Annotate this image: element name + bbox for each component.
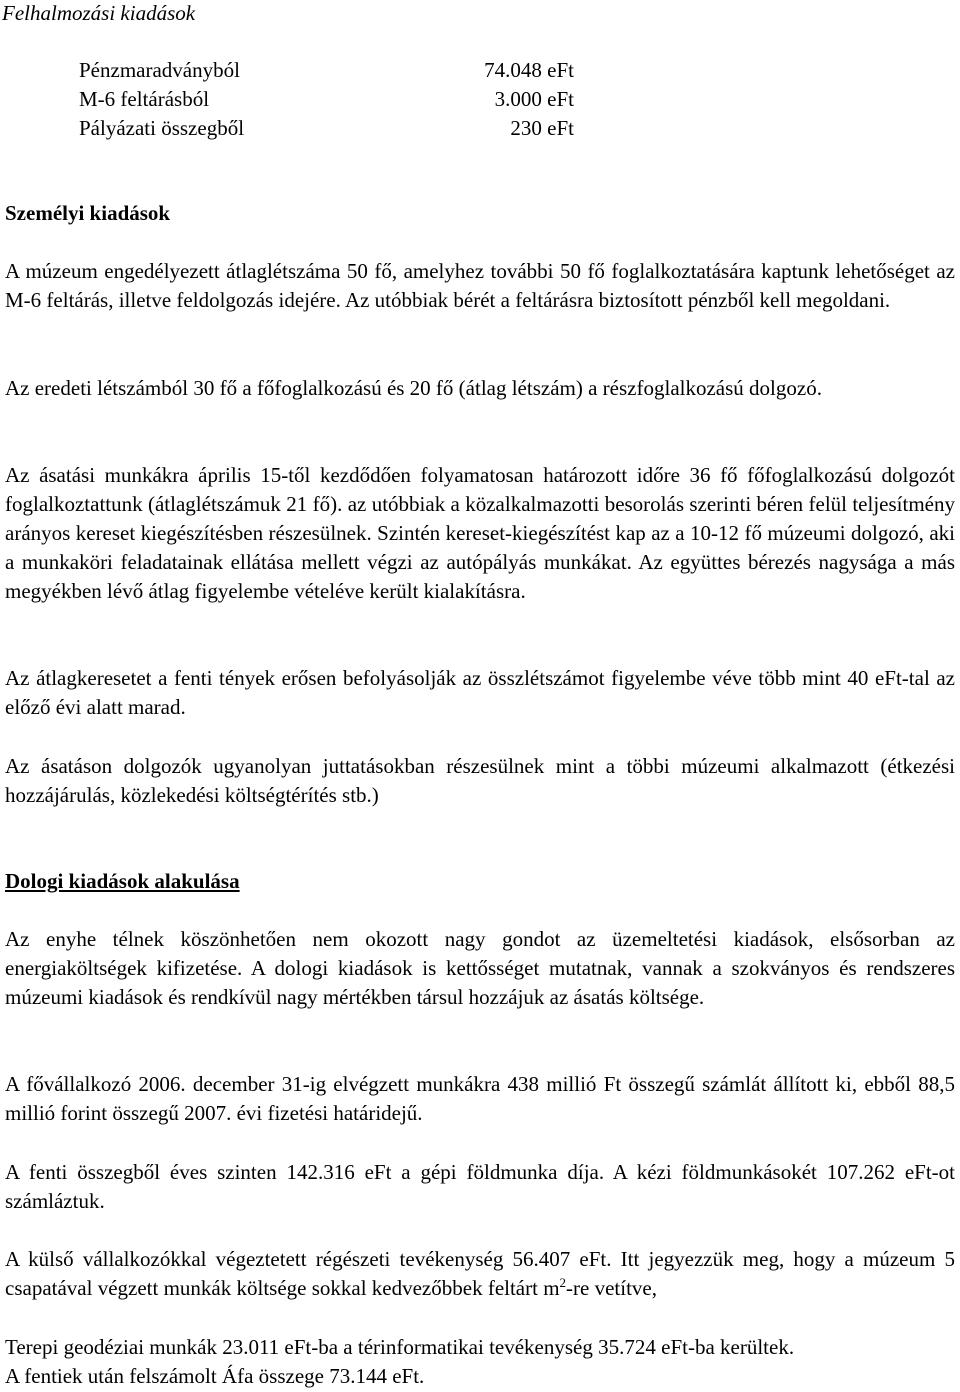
paragraph-earthwork-costs: A fenti összegből éves szinten 142.316 eFt a gépi földmunka díja. A kézi földmunkásokét 107.262 eFt-ot számláztuk. xyxy=(5,1160,955,1213)
funding-row xyxy=(79,56,574,85)
paragraph-external-contractors xyxy=(5,1245,955,1303)
funding-amount: 3.000 eFt xyxy=(494,87,574,111)
funding-amount: 74.048 eFt xyxy=(484,58,574,82)
paragraph-benefits: Az ásatáson dolgozók ugyanolyan juttatásokban részesülnek mint a többi múzeumi alkalmazott (étkezési hozzájárulás, közlekedési költségtérítés stb.) xyxy=(5,754,955,807)
paragraph-main-contractor: A fővállalkozó 2006. december 31-ig elvégzett munkákra 438 millió Ft összegű számlát állított ki, ebből 88,5 millió forint összegű 2007. évi fizetési határidejű. xyxy=(5,1072,955,1125)
funding-label: M-6 feltárásból xyxy=(79,87,210,111)
section-title-capital-expenditure: Felhalmozási kiadások xyxy=(2,1,196,25)
funding-row xyxy=(79,114,574,143)
heading-material-expenditure: Dologi kiadások alakulása xyxy=(5,869,240,893)
funding-label: Pályázati összegből xyxy=(79,116,245,140)
paragraph-operating-costs: Az enyhe télnek köszönhetően nem okozott nagy gondot az üzemeltetési kiadások, elsősorban az energiaköltségek kifizetése. A dologi kiadások is kettősséget mutatnak, vannak a szokványos és rendszeres múzeumi kiadások és rendkívül nagy mértékben társul hozzájuk az ásatás költsége. xyxy=(5,927,955,1009)
funding-label: Pénzmaradványból xyxy=(79,58,240,82)
paragraph-line-vat: A fentiek után felszámolt Áfa összege 73.144 eFt. xyxy=(5,1364,425,1388)
funding-row xyxy=(79,85,574,114)
paragraph-headcount: A múzeum engedélyezett átlaglétszáma 50 fő, amelyhez további 50 fő foglalkoztatására kaptunk lehetőséget az M-6 feltárás, illetve feldolgozás idejére. Az utóbbiak bérét a feltárásra biztosított pénzből kell megoldani. xyxy=(5,259,955,312)
paragraph-average-earnings: Az átlagkeresetet a fenti tények erősen befolyásolják az összlétszámot figyelembe véve több mint 40 eFt-tal az előző évi alatt marad. xyxy=(5,666,955,719)
superscript-square: 2 xyxy=(559,1275,567,1290)
paragraph-original-staff: Az eredeti létszámból 30 fő a főfoglalkozású és 20 fő (átlag létszám) a részfoglalkozású dolgozó. xyxy=(5,376,822,400)
heading-personal-expenditure: Személyi kiadások xyxy=(5,201,171,225)
paragraph-line-geodesy: Terepi geodéziai munkák 23.011 eFt-ba a térinformatikai tevékenység 35.724 eFt-ba kerültek. xyxy=(5,1335,795,1359)
paragraph-geodesy-vat xyxy=(5,1333,955,1391)
paragraph-text-end: -re vetítve, xyxy=(566,1276,657,1300)
paragraph-excavation-staff: Az ásatási munkákra április 15-től kezdődően folyamatosan határozott időre 36 fő főfoglalkozású dolgozót foglalkoztattunk (átlaglétszámuk 21 fő). az utóbbiak a közalkalmazotti besorolás szerinti béren felül teljesítmény arányos kereset kiegészítésben részesülnek. Szintén kereset-kiegészítést kap az a 10-12 fő múzeumi dolgozó, aki a munkaköri feladatainak ellátása mellett végzi az autópályás munkákat. Az együttes bérezés nagysága a más megyékben lévő átlag figyelembe vételéve került kialakításra. xyxy=(5,463,955,603)
funding-amount: 230 eFt xyxy=(510,116,574,140)
paragraph-text: A külső vállalkozókkal végeztetett régészeti tevékenység 56.407 eFt. Itt jegyezzük meg, hogy a múzeum 5 csapatával végzett munkák költsége sokkal kedvezőbbek feltárt m xyxy=(5,1247,955,1300)
